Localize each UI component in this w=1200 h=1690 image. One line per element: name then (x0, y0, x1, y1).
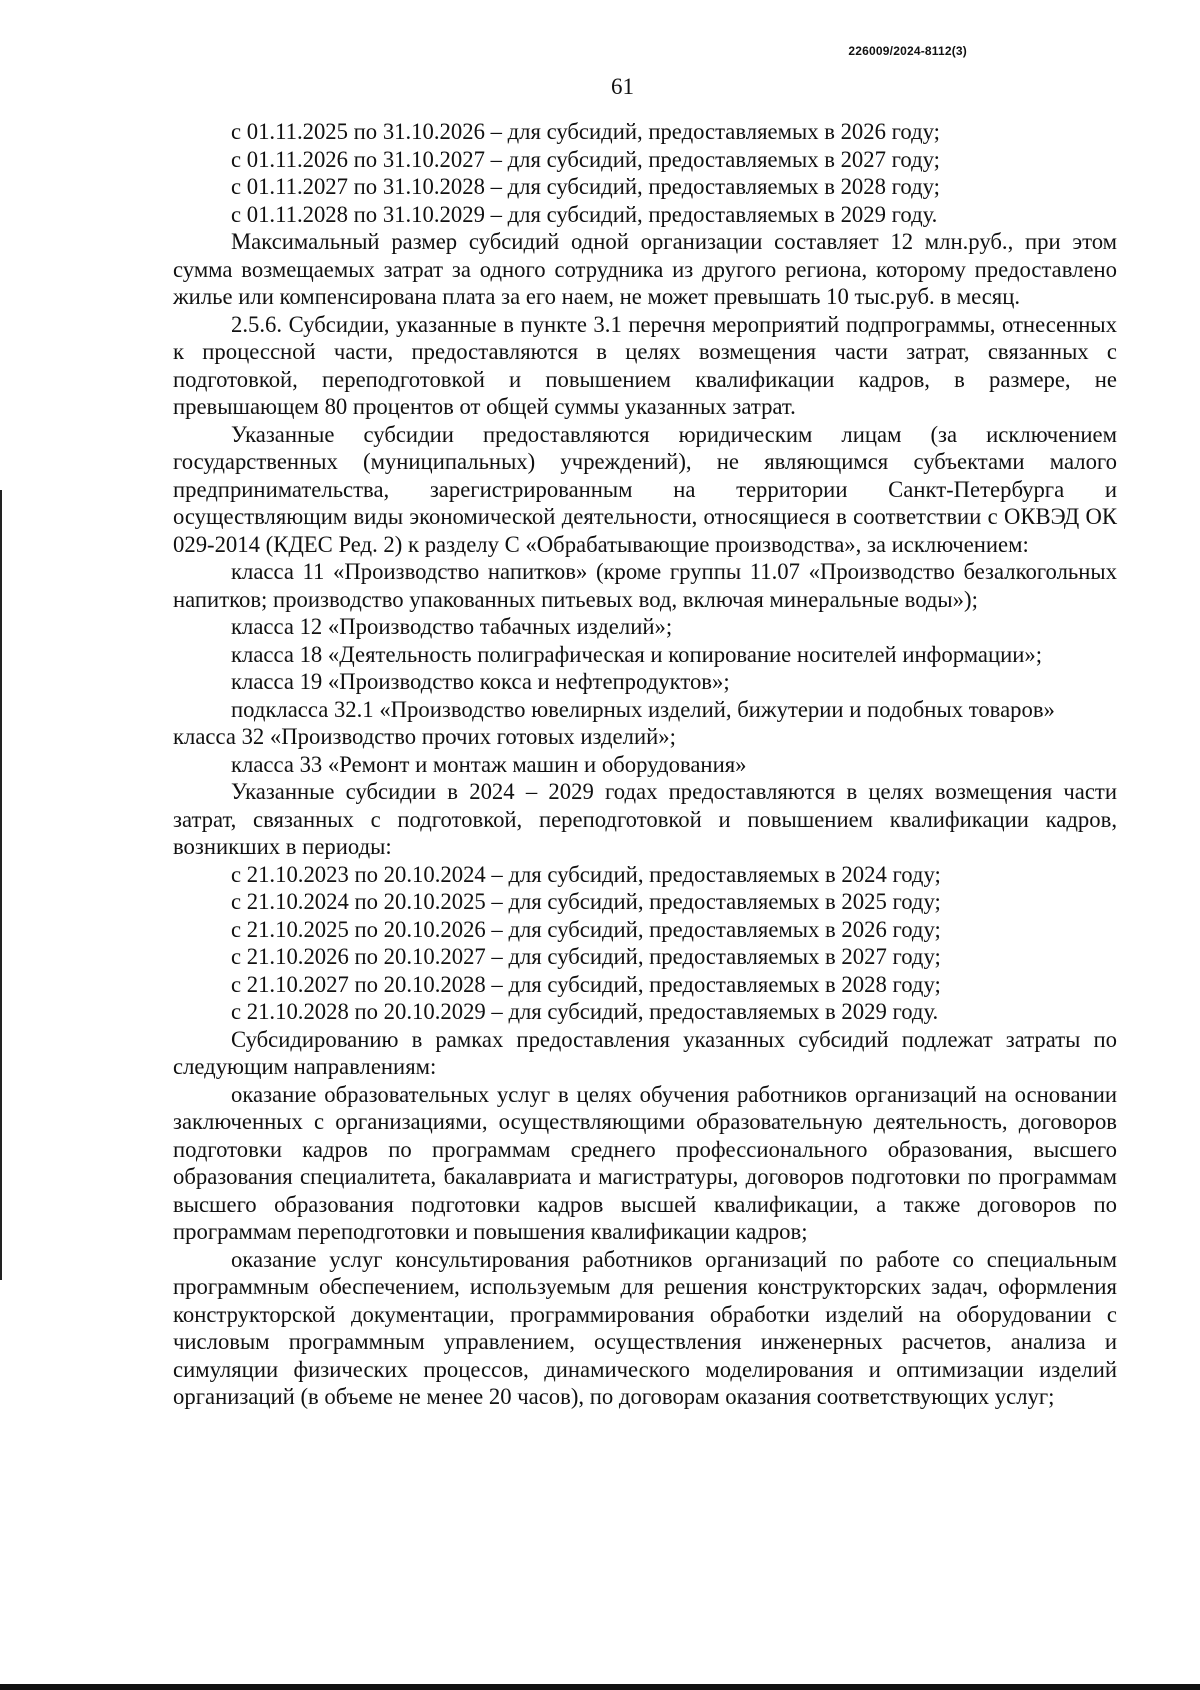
paragraph: с 21.10.2023 по 20.10.2024 – для субсидий, предоставляемых в 2024 году; (231, 861, 941, 887)
scan-bottom-border (0, 1684, 1200, 1690)
document-body (173, 118, 1117, 1411)
paragraph: с 21.10.2026 по 20.10.2027 – для субсидий, предоставляемых в 2027 году; (231, 944, 941, 969)
paragraph: 2.5.6. Субсидии, указанные в пункте 3.1 перечня мероприятий подпрограммы, отнесенных к процессной части, предоставляются в целях возмещения части затрат, связанных с подготовкой, переподготовкой и повышением квалификации кадров, в размере, не превышающем 80 процентов от общей суммы указанных затрат. (173, 311, 1117, 419)
page-number: 61 (611, 74, 634, 99)
paragraph: Указанные субсидии в 2024 – 2029 годах предоставляются в целях возмещения части затрат, связанных с подготовкой, переподготовкой и повышением квалификации кадров, возникших в периоды: (173, 779, 1117, 859)
paragraph: с 21.10.2027 по 20.10.2028 – для субсидий, предоставляемых в 2028 году; (231, 971, 941, 997)
paragraph: с 21.10.2028 по 20.10.2029 – для субсидий, предоставляемых в 2029 году. (231, 999, 939, 1024)
scan-edge-mark (0, 490, 2, 1280)
paragraph: класса 18 «Деятельность полиграфическая и копирование носителей информации»; (231, 641, 1043, 667)
paragraph: оказание услуг консультирования работников организаций по работе со специальным программным обеспечением, используемым для решения конструкторских задач, оформления конструкторской документации, программирования обработки изделий на оборудовании с числовым программным управлением, осуществления инженерных расчетов, анализа и симуляции физических процессов, динамического моделирования и оптимизации изделий организаций (в объеме не менее 20 часов), по договорам оказания соответствующих услуг; (173, 1246, 1117, 1409)
document-number: 226009/2024-8112(3) (848, 44, 967, 58)
paragraph: с 21.10.2024 по 20.10.2025 – для субсидий, предоставляемых в 2025 году; (231, 889, 941, 914)
paragraph: с 01.11.2025 по 31.10.2026 – для субсидий, предоставляемых в 2026 году; (231, 119, 940, 144)
paragraph: Указанные субсидии предоставляются юридическим лицам (за исключением государственных (муниципальных) учреждений), не являющимся субъектами малого предпринимательства, зарегистрированным на территории Санкт-Петербурга и осуществляющим виды экономической деятельности, относящиеся в соответствии с ОКВЭД ОК 029-2014 (КДЕС Ред. 2) к разделу С «Обрабатывающие производства», за исключением: (173, 421, 1117, 557)
paragraph: с 01.11.2028 по 31.10.2029 – для субсидий, предоставляемых в 2029 году. (231, 201, 938, 227)
paragraph: класса 19 «Производство кокса и нефтепродуктов»; (231, 669, 730, 694)
paragraph: оказание образовательных услуг в целях обучения работников организаций на основании заключенных с организациями, осуществляющими образовательную деятельность, договоров подготовки кадров по программам среднего профессионального образования, высшего образования специалитета, бакалавриата и магистратуры, договоров подготовки по программам высшего образования подготовки кадров высшей квалификации, а также договоров по программам переподготовки и повышения квалификации кадров; (173, 1081, 1117, 1244)
paragraph: с 01.11.2027 по 31.10.2028 – для субсидий, предоставляемых в 2028 году; (231, 174, 940, 199)
paragraph: класса 12 «Производство табачных изделий»; (231, 614, 673, 639)
paragraph: класса 33 «Ремонт и монтаж машин и оборудования» (231, 751, 747, 777)
paragraph: подкласса 32.1 «Производство ювелирных изделий, бижутерии и подобных товаров» класса 32 «Производство прочих готовых изделий»; (173, 696, 1055, 749)
paragraph: Максимальный размер субсидий одной организации составляет 12 млн.руб., при этом сумма возмещаемых затрат за одного сотрудника из другого региона, которому предоставлено жилье или компенсирована плата за его наем, не может превышать 10 тыс.руб. в месяц. (173, 229, 1117, 309)
paragraph: Субсидированию в рамках предоставления указанных субсидий подлежат затраты по следующим направлениям: (173, 1026, 1117, 1079)
paragraph: с 01.11.2026 по 31.10.2027 – для субсидий, предоставляемых в 2027 году; (231, 146, 940, 172)
paragraph: класса 11 «Производство напитков» (кроме группы 11.07 «Производство безалкогольных напитков; производство упакованных питьевых вод, включая минеральные воды»); (173, 559, 1117, 612)
paragraph: с 21.10.2025 по 20.10.2026 – для субсидий, предоставляемых в 2026 году; (231, 916, 941, 942)
